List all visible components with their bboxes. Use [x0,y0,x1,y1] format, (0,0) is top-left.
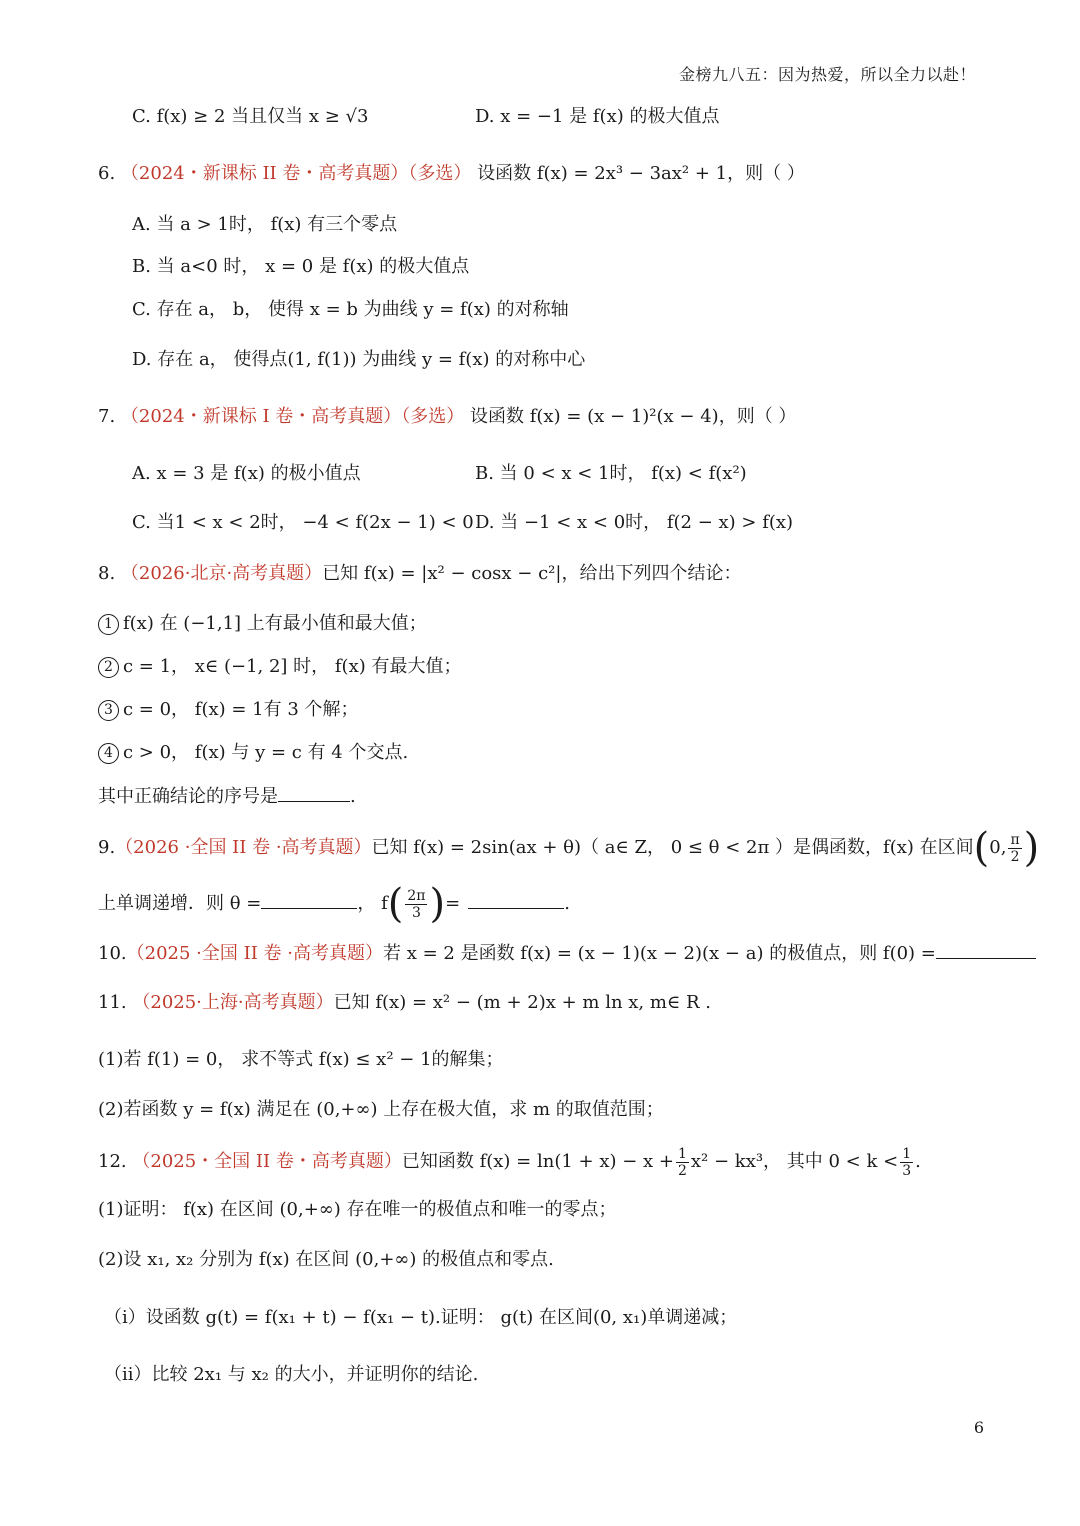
q12-stem-end: . [915,1151,921,1172]
q11-stem: 已知 f(x) = x² − (m + 2)x + m ln x, m∈ R . [333,992,711,1013]
q9-line2-text: 上单调递增．则 θ = [98,893,262,914]
q10-stem: 若 x = 2 是函数 f(x) = (x − 1)(x − 2)(x − a) 的极值点，则 f(0) = [383,943,936,964]
q7-number: 7. [98,406,116,427]
q9-source: （2026 ·全国 II 卷 ·高考真题） [115,837,372,858]
q12-number: 12. [98,1151,127,1172]
q6-option-c: C. 存在 a， b， 使得 x = b 为曲线 y = f(x) 的对称轴 [132,299,569,320]
q9-line2-f: ， f [357,893,388,914]
left-paren: ( [387,881,404,927]
q8-ask [98,783,356,810]
q7-stem-line [98,404,796,430]
q7-option-b: B. 当 0 < x < 1时， f(x) < f(x²) [475,463,747,484]
fraction [676,1146,689,1179]
right-paren: ) [1023,825,1040,871]
fraction-numerator: 1 [677,1145,687,1162]
q7-stem: 设函数 f(x) = (x − 1)²(x − 4)，则（ ） [470,406,797,427]
q6-stem: 设函数 f(x) = 2x³ − 3ax² + 1，则（ ） [477,163,805,184]
fraction-denominator: 2 [677,1162,687,1179]
q12-part-2: (2)设 x₁, x₂ 分别为 f(x) 在区间 (0,+∞) 的极值点和零点. [98,1249,554,1270]
q8-ask-end: . [350,786,356,807]
q8-conclusion-2-text: c = 1， x∈ (−1, 2] 时， f(x) 有最大值； [123,656,462,677]
q12-stem-b: x² − kx³， 其中 0 < k < [690,1151,899,1172]
q11-source: （2025·上海·高考真题） [132,992,334,1013]
q12-part-1: (1)证明： f(x) 在区间 (0,+∞) 存在唯一的极值点和唯一的零点； [98,1199,617,1220]
q6-option-b: B. 当 a<0 时， x = 0 是 f(x) 的极大值点 [132,256,470,277]
q8-conclusion-1 [98,611,427,637]
q7-option-d: D. 当 −1 < x < 0时， f(2 − x) > f(x) [475,512,794,533]
q6-source: （2024・新课标 II 卷・高考真题）（多选） [120,163,472,184]
q8-conclusion-1-text: f(x) 在 (−1,1] 上有最小值和最大值； [123,613,427,634]
circled-number-4: 4 [98,743,119,764]
q8-stem-line [98,561,741,587]
q9-line2-end: . [564,893,570,914]
fraction [900,1146,913,1179]
q9-interval-left: 0, [989,837,1007,858]
q8-conclusion-3-text: c = 0， f(x) = 1有 3 个解； [123,699,359,720]
q9-line2-equals: = [445,893,461,914]
answer-blank[interactable] [936,940,1036,959]
fraction-denominator: 2 [1010,848,1020,865]
circled-number-2: 2 [98,657,119,678]
q12-source: （2025・全国 II 卷・高考真题） [132,1151,402,1172]
circled-number-1: 1 [98,614,119,635]
answer-blank-theta[interactable] [261,890,357,909]
q7-option-c: C. 当1 < x < 2时， −4 < f(2x − 1) < 0 [132,512,474,533]
q12-stem-a: 已知函数 f(x) = ln(1 + x) − x + [401,1151,674,1172]
answer-blank-value[interactable] [468,890,564,909]
fraction [1008,832,1021,865]
q8-ask-text: 其中正确结论的序号是 [98,786,278,807]
q5-option-d: D. x = −1 是 f(x) 的极大值点 [475,106,720,127]
q12-part-2-i: （i）设函数 g(t) = f(x₁ + t) − f(x₁ − t).证明： g(t) 在区间(0, x₁)单调递减； [104,1307,738,1328]
q11-number: 11. [98,992,127,1013]
q5-option-c: C. f(x) ≥ 2 当且仅当 x ≥ √3 [132,106,369,127]
page-number: 6 [973,1418,984,1437]
fraction-numerator: 1 [902,1145,912,1162]
right-paren: ) [429,881,446,927]
q12-stem-line [98,1140,921,1184]
q10-source: （2025 ·全国 II 卷 ·高考真题） [126,943,383,964]
q9-stem-line [98,826,1039,870]
q8-stem: 已知 f(x) = |x² − cosx − c²|，给出下列四个结论： [322,563,742,584]
q6-option-a: A. 当 a > 1时， f(x) 有三个零点 [132,214,398,235]
q12-part-2-ii: （ii）比较 2x₁ 与 x₂ 的大小，并证明你的结论. [104,1364,479,1385]
circled-number-3: 3 [98,700,119,721]
q8-source: （2026·北京·高考真题） [120,563,323,584]
q7-source: （2024・新课标 I 卷・高考真题）（多选） [120,406,465,427]
q6-number: 6. [98,163,116,184]
fraction [405,888,427,921]
fraction-denominator: 3 [411,904,421,921]
q7-option-a: A. x = 3 是 f(x) 的极小值点 [132,463,361,484]
q9-number: 9. [98,837,116,858]
q6-stem-line [98,161,805,187]
q9-stem: 已知 f(x) = 2sin(ax + θ)（ a∈ Z， 0 ≤ θ < 2π ）是偶函数，f(x) 在区间 [371,837,974,858]
header-motto: 金榜九八五：因为热爱，所以全力以赴！ [678,65,976,84]
answer-blank[interactable] [278,783,350,802]
q11-part-2: (2)若函数 y = f(x) 满足在 (0,+∞) 上存在极大值，求 m 的取值范围； [98,1099,664,1120]
q8-conclusion-4-text: c > 0， f(x) 与 y = c 有 4 个交点. [123,742,409,763]
q8-conclusion-3 [98,697,359,723]
q6-option-d: D. 存在 a， 使得点(1, f(1)) 为曲线 y = f(x) 的对称中心 [132,349,586,370]
q8-number: 8. [98,563,116,584]
q10-number: 10. [98,943,127,964]
q11-stem-line [98,990,711,1016]
q8-conclusion-4 [98,740,408,766]
left-paren: ( [973,825,990,871]
q11-part-1: (1)若 f(1) = 0， 求不等式 f(x) ≤ x² − 1的解集； [98,1049,504,1070]
q10-stem-line [98,940,1036,967]
fraction-denominator: 3 [902,1162,912,1179]
q9-line2 [98,882,570,926]
fraction-numerator: π [1010,831,1020,848]
q8-conclusion-2 [98,654,461,680]
fraction-numerator: 2π [407,887,426,904]
